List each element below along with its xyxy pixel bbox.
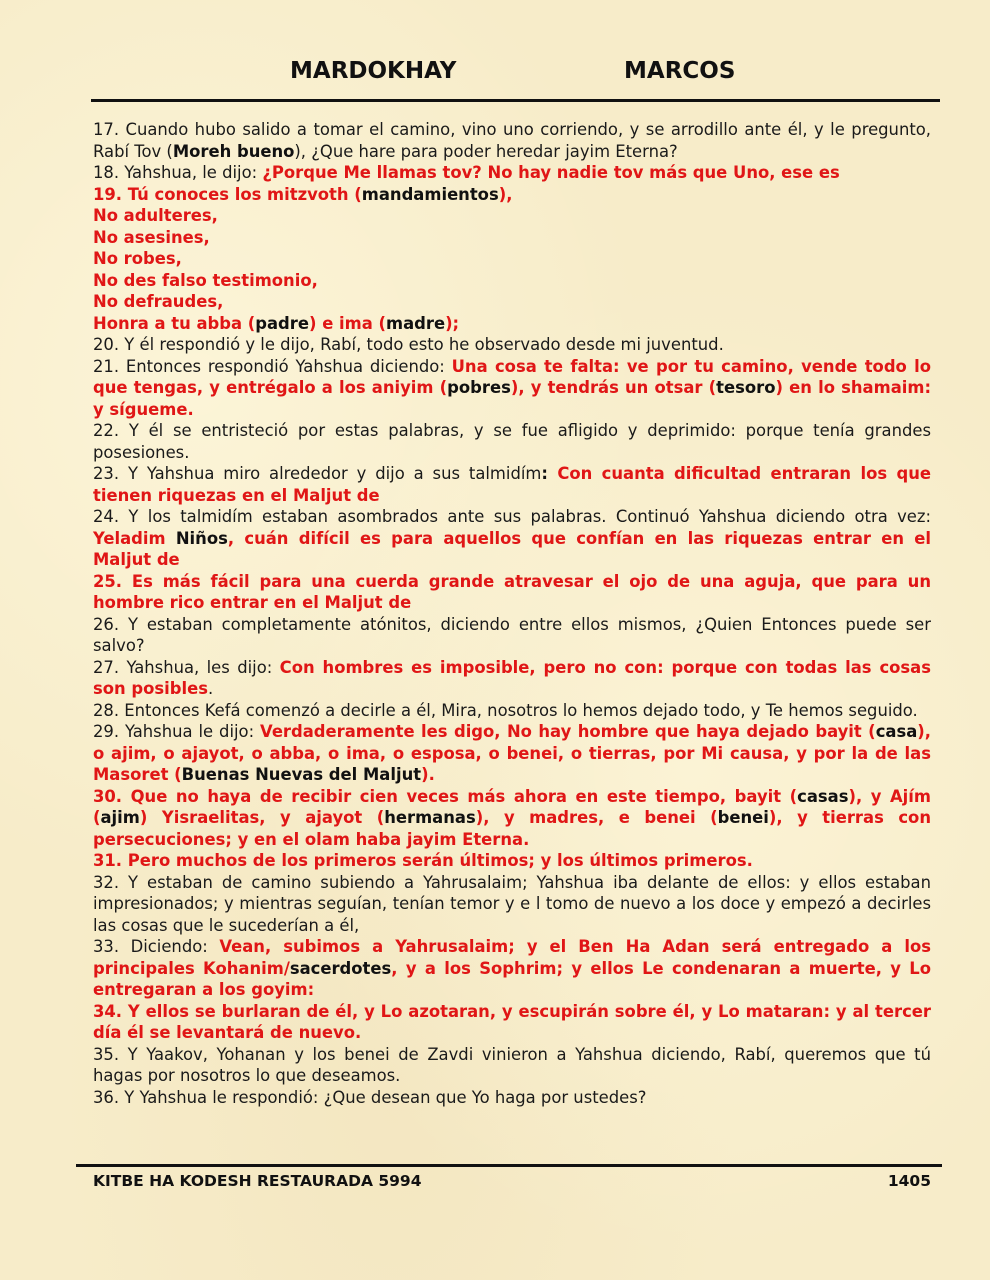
quoted-speech: No des falso testimonio, (93, 270, 318, 290)
quoted-speech: Vean, subimos a Yahrusalaim; y el Ben Ha Adan será entregado a los principales Kohanim/ (93, 937, 931, 978)
quoted-speech: ), (498, 184, 513, 204)
verse-v18 (93, 162, 931, 184)
gloss-term: sacerdotes (289, 958, 392, 978)
gloss-term: padre (255, 313, 309, 333)
verse-v27 (93, 657, 931, 700)
gloss-term: Niños (175, 528, 228, 548)
narrative-text: 20. Y él respondió y le dijo, Rabí, todo esto he observado desde mi juventud. (93, 335, 724, 354)
verse-v22 (93, 420, 931, 463)
gloss-term: tesoro (716, 378, 776, 397)
quoted-speech: 25. Es más fácil para una cuerda grande atravesar el ojo de una aguja, que para un hombre rico entrar en el Maljut de (93, 571, 931, 612)
quoted-speech: ¿Porque Me llamas tov? No hay nadie tov más que Uno, ese es (262, 163, 840, 182)
quoted-speech: ), y madres, e benei ( (475, 808, 718, 827)
quoted-speech: 34. Y ellos se burlaran de él, y Lo azotaran, y escupirán sobre él, y Lo mataran: y al tercer día él se levantará de nuevo. (93, 1001, 931, 1042)
narrative-text: 23. Y Yahshua miro alrededor y dijo a sus talmidím (93, 464, 542, 483)
quoted-speech: ), o ajim, o ajayot, o abba, o ima, o esposa, o benei, o tierras, por Mi causa, y por la de las Masoret ( (93, 722, 931, 784)
verse-v21 (93, 356, 931, 421)
verse-c4 (93, 270, 931, 292)
quoted-speech: Verdaderamente les digo, No hay hombre que haya dejado bayit ( (260, 722, 876, 741)
verse-c5 (93, 291, 931, 313)
quoted-speech: , cuán difícil es para aquellos que confían en las riquezas entrar en el Maljut de (93, 528, 931, 569)
quoted-speech: Con cuanta dificultad entraran los que tienen riquezas en el Maljut de (93, 464, 931, 505)
verse-v28 (93, 700, 931, 722)
narrative-text: 17. Cuando hubo salido a tomar el camino, vino uno corriendo, y se arrodillo ante él, y le pregunto, Rabí Tov ( (93, 120, 931, 161)
verse-v17 (93, 119, 931, 162)
page-footer (93, 1172, 931, 1194)
quoted-speech: ), y Ajím ( (93, 786, 931, 827)
narrative-text: 24. Y los talmidím estaban asombrados ante sus palabras. Continuó Yahshua diciendo otra vez: (93, 507, 931, 526)
verse-v32 (93, 872, 931, 937)
narrative-text: 32. Y estaban de camino subiendo a Yahrusalaim; Yahshua iba delante de ellos: y ellos estaban impresionados; y mientras seguían, tenían temor y e l tomo de nuevo a los doce y empezó a decirles las cosas que le sucederían a él, (93, 872, 931, 935)
quoted-speech: ) e ima ( (309, 313, 386, 333)
gloss-term: casa (875, 722, 918, 741)
verse-v20 (93, 334, 931, 356)
verse-v35 (93, 1044, 931, 1087)
scripture-text (93, 119, 931, 1108)
narrative-text: 26. Y estaban completamente atónitos, diciendo entre ellos mismos, ¿Quien Entonces puede ser salvo? (93, 614, 931, 655)
header-divider (91, 99, 940, 102)
gloss-term: mandamientos (361, 184, 499, 204)
page-number: 1405 (887, 1172, 931, 1190)
verse-v34 (93, 1001, 931, 1044)
verse-v31 (93, 850, 931, 872)
verse-c2 (93, 227, 931, 249)
gloss-term: ajim (100, 808, 140, 827)
quoted-speech: No robes, (93, 249, 182, 268)
narrative-text: 22. Y él se entristeció por estas palabras, y se fue afligido y deprimido: porque tenía grandes posesiones. (93, 421, 931, 462)
quoted-speech: 19. Tú conoces los mitzvoth ( (93, 184, 362, 204)
quoted-speech: 31. Pero muchos de los primeros serán últimos; y los últimos primeros. (93, 851, 753, 870)
header-book-spanish: MARCOS (624, 58, 736, 84)
gloss-term: Buenas Nuevas del Maljut (181, 765, 422, 784)
narrative-text: 21. Entonces respondió Yahshua diciendo: (93, 356, 452, 376)
verse-v29 (93, 721, 931, 786)
quoted-speech: Yeladim (93, 528, 176, 548)
gloss-term: Moreh bueno (172, 141, 295, 161)
page-header (0, 58, 990, 92)
header-book-hebrew: MARDOKHAY (290, 58, 457, 84)
gloss-term: hermanas (384, 808, 476, 827)
verse-v26 (93, 614, 931, 657)
gloss-term: : (541, 464, 558, 483)
narrative-text: 35. Y Yaakov, Yohanan y los benei de Zavdi vinieron a Yahshua diciendo, Rabí, queremos que tú hagas por nosotros lo que deseamos. (93, 1044, 931, 1085)
narrative-text: 36. Y Yahshua le respondió: ¿Que desean que Yo haga por ustedes? (93, 1087, 647, 1107)
footer-divider (76, 1164, 942, 1167)
verse-v33 (93, 936, 931, 1001)
quoted-speech: ) Yisraelitas, y ajayot ( (139, 808, 385, 827)
quoted-speech: ) en lo shamaim: y sígueme. (93, 378, 932, 419)
gloss-term: pobres (447, 378, 511, 397)
narrative-text: ), ¿Que hare para poder heredar jayim Eterna? (294, 141, 678, 161)
quoted-speech: 30. Que no haya de recibir cien veces más ahora en este tiempo, bayit ( (93, 786, 798, 806)
quoted-speech: No adulteres, (93, 206, 218, 225)
footer-title: KITBE HA KODESH RESTAURADA 5994 (93, 1172, 422, 1190)
narrative-text: . (207, 679, 214, 698)
quoted-speech: No defraudes, (93, 292, 224, 311)
narrative-text: 27. Yahshua, les dijo: (93, 657, 280, 677)
verse-c1 (93, 205, 931, 227)
verse-v24 (93, 506, 931, 571)
gloss-term: benei (717, 808, 769, 827)
gloss-term: madre (385, 313, 446, 333)
quoted-speech: ). (421, 765, 435, 784)
verse-v30 (93, 786, 931, 851)
verse-v25 (93, 571, 931, 614)
verse-c3 (93, 248, 931, 270)
quoted-speech: , y a los Sophrim; y ellos Le condenaran a muerte, y Lo entregaran a los goyim: (93, 958, 931, 999)
verse-v36 (93, 1087, 931, 1109)
quoted-speech: ), y tendrás un otsar ( (510, 378, 717, 397)
narrative-text: 29. Yahshua le dijo: (93, 722, 261, 741)
quoted-speech: Una cosa te falta: ve por tu camino, vende todo lo que tengas, y entrégalo a los aniyim ( (93, 356, 931, 397)
quoted-speech: Honra a tu abba ( (93, 313, 256, 333)
quoted-speech: ), y tierras con persecuciones; y en el olam haba jayim Eterna. (93, 808, 931, 849)
narrative-text: 18. Yahshua, le dijo: (93, 163, 263, 182)
narrative-text: 33. Diciendo: (93, 937, 220, 956)
verse-v19 (93, 184, 931, 206)
narrative-text: 28. Entonces Kefá comenzó a decirle a él, Mira, nosotros lo hemos dejado todo, y Te hemos seguido. (93, 700, 918, 720)
quoted-speech: Con hombres es imposible, pero no con: porque con todas las cosas son posibles (93, 657, 932, 698)
gloss-term: casas (797, 786, 849, 806)
quoted-speech: ); (445, 313, 460, 333)
verse-v23 (93, 463, 931, 506)
quoted-speech: No asesines, (93, 227, 210, 247)
verse-c6 (93, 313, 931, 335)
